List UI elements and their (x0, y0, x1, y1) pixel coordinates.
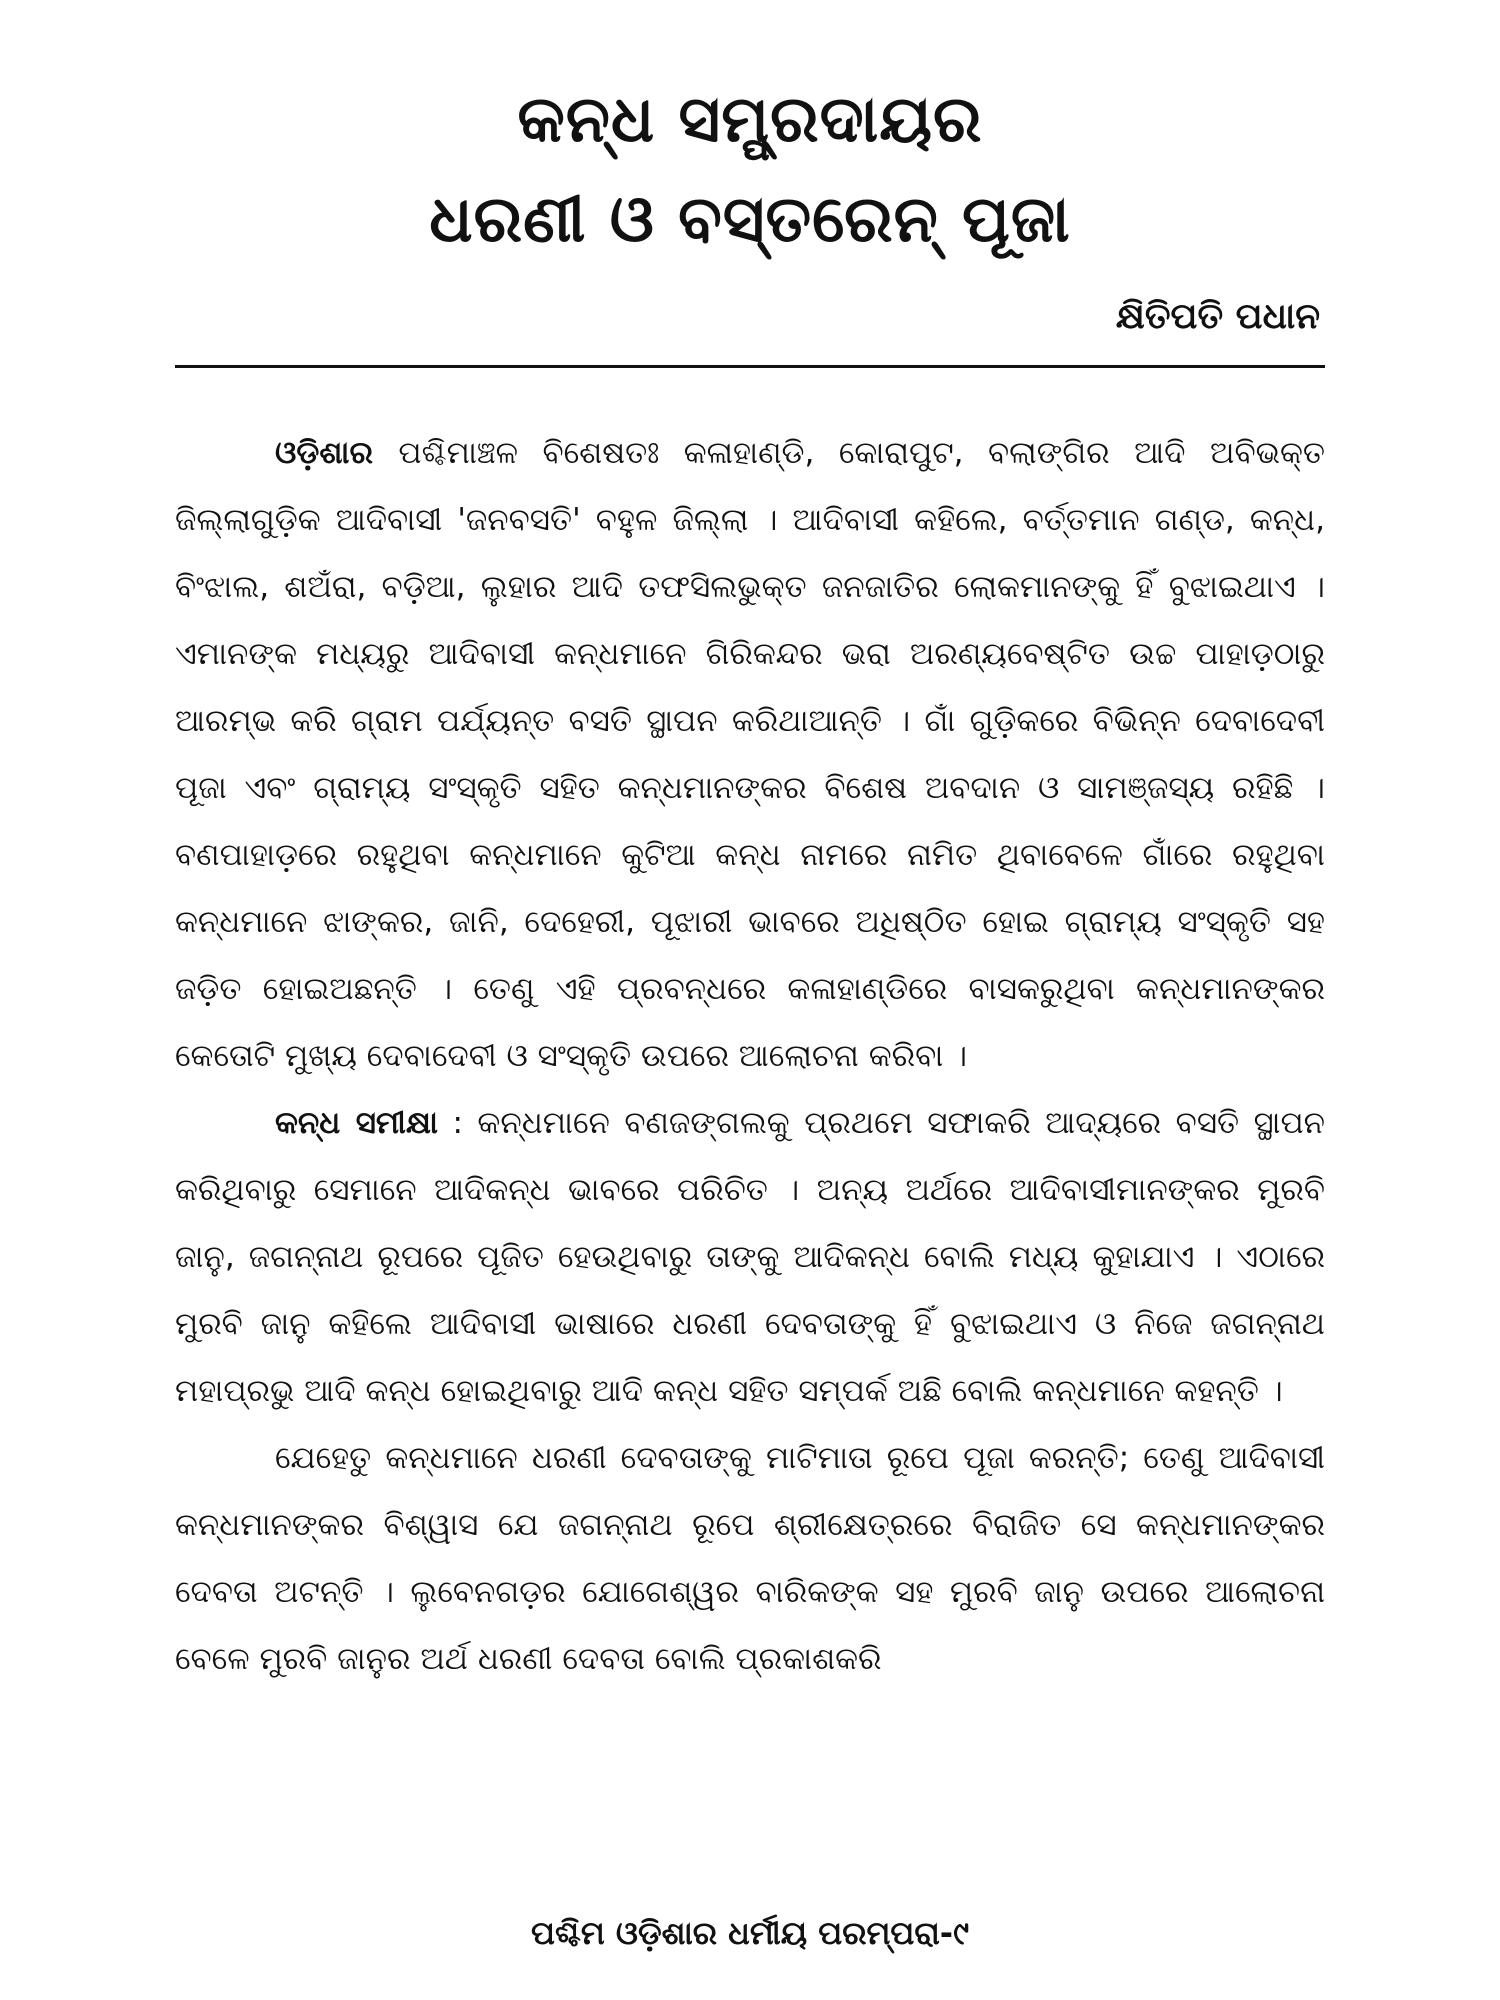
paragraph-1 (175, 420, 1325, 1090)
paragraph-3 (175, 1425, 1325, 1693)
paragraph-text: ଯେହେତୁ କନ୍ଧମାନେ ଧରଣୀ ଦେବତାଙ୍କୁ ମାଟିମାତା ରୂପେ ପୂଜା କରନ୍ତି; ତେଣୁ ଆଦିବାସୀ କନ୍ଧମାନଙ୍କର ବିଶ୍ୱାସ ଯେ ଜଗନ୍ନାଥ ରୂପେ ଶ୍ରୀକ୍ଷେତ୍ରରେ ବିରାଜିତ ସେ କନ୍ଧମାନଙ୍କର ଦେବତା ଅଟନ୍ତି । ଲୁବେନଗଡ଼ର ଯୋଗେଶ୍ୱର ବାରିକଙ୍କ ସହ ମୁରବି ଜାନୁ ଉପରେ ଆଲୋଚନା ବେଳେ ମୁରବି ଜାନୁର ଅର୍ଥ ଧରଣୀ ଦେବତା ବୋଲି ପ୍ରକାଶକରି (175, 1440, 1325, 1677)
page-footer: ପଶ୍ଚିମ ଓଡ଼ିଶାର ଧର୍ମୀୟ ପରମ୍ପରା-୯ (531, 1914, 969, 1952)
paragraph-text: : କନ୍ଧମାନେ ବଣଜଙ୍ଗଲକୁ ପ୍ରଥମେ ସଫାକରି ଆଦ୍ୟରେ ବସତି ସ୍ଥାପନ କରିଥିବାରୁ ସେମାନେ ଆଦିକନ୍ଧ ଭାବରେ ପରିଚିତ । ଅନ୍ୟ ଅର୍ଥରେ ଆଦିବାସୀମାନଙ୍କର ମୁରବି ଜାନୁ, ଜଗନ୍ନାଥ ରୂପରେ ପୂଜିତ ହେଉଥିବାରୁ ତାଙ୍କୁ ଆଦିକନ୍ଧ ବୋଲି ମଧ୍ୟ କୁହାଯାଏ । ଏଠାରେ ମୁରବି ଜାନୁ କହିଲେ ଆଦିବାସୀ ଭାଷାରେ ଧରଣୀ ଦେବତାଙ୍କୁ ହିଁ ବୁଝାଇଥାଏ ଓ ନିଜେ ଜଗନ୍ନାଥ ମହାପ୍ରଭୁ ଆଦି କନ୍ଧ ହୋଇଥିବାରୁ ଆଦି କନ୍ଧ ସହିତ ସମ୍ପର୍କ ଅଛି ବୋଲି କନ୍ଧମାନେ କହନ୍ତି । (175, 1105, 1326, 1409)
paragraph-lead-word: ଓଡ଼ିଶାର (275, 435, 399, 471)
title-divider (175, 365, 1325, 368)
paragraph-2 (175, 1090, 1325, 1425)
article-title-line-1: କନ୍ଧ ସମ୍ପ୍ରଦାୟର (517, 83, 983, 157)
article-title-line-2: ଧରଣୀ ଓ ବସ୍ତରେନ୍ ପୂଜା (429, 183, 1071, 257)
author-name: କ୍ଷିତିପତି ପଧାନ (1115, 296, 1320, 337)
article-body (175, 420, 1325, 1693)
paragraph-text: ପଶ୍ଚିମାଞ୍ଚଳ ବିଶେଷତଃ କଳାହାଣ୍ଡି, କୋରାପୁଟ, ବଲାଙ୍ଗିର ଆଦି ଅବିଭକ୍ତ ଜିଲ୍ଲାଗୁଡ଼ିକ ଆଦିବାସୀ 'ଜନବସତି' ବହୁଳ ଜିଲ୍ଲା । ଆଦିବାସୀ କହିଲେ, ବର୍ତ୍ତମାନ ଗଣ୍ଡ, କନ୍ଧ, ବିଂଝାଲ, ଶଅଁରା, ବଡ଼ିଆ, ଲୁହାର ଆଦି ତଫସିଲଭୁକ୍ତ ଜନଜାତିର ଲୋକମାନଙ୍କୁ ହିଁ ବୁଝାଇଥାଏ । ଏମାନଙ୍କ ମଧ୍ୟରୁ ଆଦିବାସୀ କନ୍ଧମାନେ ଗିରିକନ୍ଦର ଭରା ଅରଣ୍ୟବେଷ୍ଟିତ ଉଚ୍ଚ ପାହାଡ଼ଠାରୁ ଆରମ୍ଭ କରି ଗ୍ରାମ ପର୍ଯ୍ୟନ୍ତ ବସତି ସ୍ଥାପନ କରିଥାଆନ୍ତି । ଗାଁ ଗୁଡ଼ିକରେ ବିଭିନ୍ନ ଦେବାଦେବୀ ପୂଜା ଏବଂ ଗ୍ରାମ୍ୟ ସଂସ୍କୃତି ସହିତ କନ୍ଧମାନଙ୍କର ବିଶେଷ ଅବଦାନ ଓ ସାମଞ୍ଜସ୍ୟ ରହିଛି । ବଣପାହାଡ଼ରେ ରହୁଥିବା କନ୍ଧମାନେ କୁଟିଆ କନ୍ଧ ନାମରେ ନାମିତ ଥିବାବେଳେ ଗାଁରେ ରହୁଥିବା କନ୍ଧମାନେ ଝାଙ୍କର, ଜାନି, ଦେହେରୀ, ପୂଝାରୀ ଭାବରେ ଅଧିଷ୍ଠିତ ହୋଇ ଗ୍ରାମ୍ୟ ସଂସ୍କୃତି ସହ ଜଡ଼ିତ ହୋଇଅଛନ୍ତି । ତେଣୁ ଏହି ପ୍ରବନ୍ଧରେ କଳାହାଣ୍ଡିରେ ବାସକରୁଥିବା କନ୍ଧମାନଙ୍କର କେତୋଟି ମୁଖ୍ୟ ଦେବାଦେବୀ ଓ ସଂସ୍କୃତି ଉପରେ ଆଲୋଚନା କରିବା । (175, 435, 1325, 1074)
section-heading-kandha-review: କନ୍ଧ ସମୀକ୍ଷା (275, 1105, 438, 1141)
